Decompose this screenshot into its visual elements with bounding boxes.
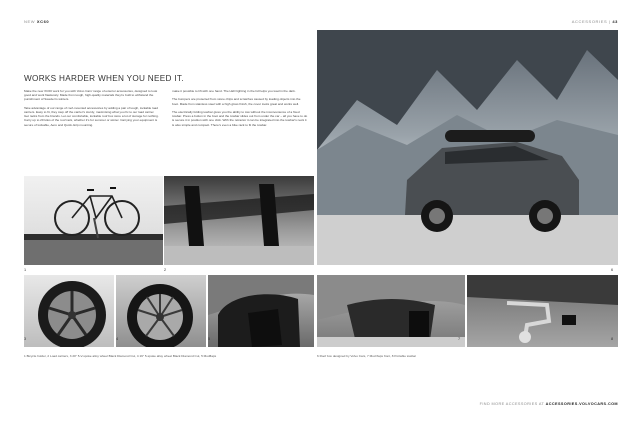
page-title: WORKS HARDER WHEN YOU NEED IT. [24, 74, 184, 83]
photo-bicycle-holder [24, 176, 163, 265]
paragraph: The electrically folding towbar gives you the ability to tow without the inconvenience of a fixed towbar. Press a button in the boot and the towbar slides out from under the car – all you have to do is secure it in position with one click. With the retractor it can be integrated into the towbar's neck it is also simple and compact. There's even a bike rack to fit the towbar. [172, 109, 308, 127]
header-section: ACCESSORIES [571, 19, 608, 24]
photo-mud-flaps-front [317, 275, 465, 347]
header-left-prefix: NEW [24, 19, 37, 24]
figure-number: 2 [164, 268, 167, 272]
figure-number: 5 [208, 337, 211, 341]
photo-load-carriers [164, 176, 314, 265]
paragraph: make it possible to lift with one hand. The LED lighting in the lid helps you load in the dark. [172, 89, 296, 93]
figure-number: 3 [24, 337, 27, 341]
header-model: XC60 [36, 19, 50, 24]
photo-mudflaps [208, 275, 314, 347]
paragraph: The bumpers are protected from stone chips and scratches caused by loading objects into the boot. Made from stainless steel with a high gloss finish, the cover looks great and works well. [172, 97, 301, 106]
caption-left: 1 Bicycle holder, 2 Load carriers, 3 20" 5-V-spoke alloy wheel Black Diamond Cut, 4 19" 5-spoke alloy wheel Black Diamond Cut, 5 Mudflaps [24, 354, 217, 358]
footer-site-link[interactable]: ACCESSORIES.VOLVOCARS.COM [545, 402, 618, 406]
paragraph: Make the new XC60 work for you with Volvo Cars' range of exterior accessories, designed to look good and work flawlessly. Made from tough, high-quality materials they're built to withstand the punishment of Sweden's winters. [24, 89, 158, 102]
page-number: 43 [612, 19, 618, 24]
figure-number: 1 [24, 268, 27, 272]
body-column-2 [172, 89, 308, 131]
footer-prefix: FIND MORE ACCESSORIES AT [479, 402, 545, 406]
running-header-left [24, 19, 49, 24]
caption-right: 6 Roof box designed by Volvo Cars, 7 Mud flaps front, 8 Portable towbar [317, 354, 417, 358]
body-column-1 [24, 89, 160, 131]
running-header-right: ACCESSORIES | 43 [571, 19, 618, 24]
figure-number: 7 [458, 337, 461, 341]
paragraph: Take advantage of our range of roof-mounted accessories by adding a pair of tough, lockable load carriers. Easy to fit, they step off the carrier's sturdy, maximising what you fix to our load carrier. Get racks from the brands. Let our comfortable, lockable roof box store a lot of storage for nothing. Carry up to 20 kilos of the roof rack, whether it's for summer or winter. Carrying your equipment is secure of lockable, Aero and Quick-Grip mounting. [24, 105, 159, 127]
photo-wheel-19 [116, 275, 206, 347]
figure-number: 6 [611, 268, 614, 272]
photo-wheel-20 [24, 275, 114, 347]
photo-car-roof-box [317, 30, 618, 265]
figure-number: 4 [116, 337, 119, 341]
photo-towbar [467, 275, 618, 347]
figure-number: 8 [611, 337, 614, 341]
footer [480, 402, 618, 406]
